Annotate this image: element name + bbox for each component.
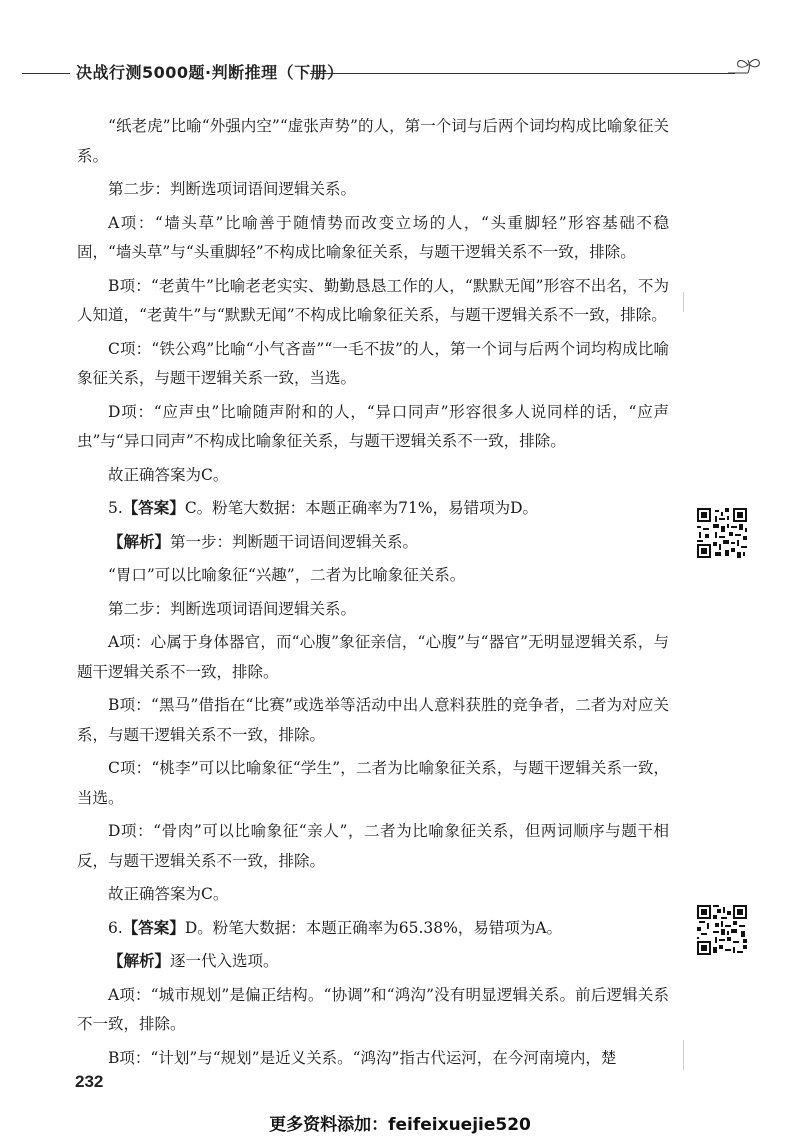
qr-code-icon[interactable] <box>697 508 747 558</box>
sprout-icon <box>728 56 762 84</box>
paragraph: B项：“老黄牛”比喻老老实实、勤勤恳恳工作的人，“默默无闻”形容不出名，不为人知道，“老黄牛”与“默默无闻”不构成比喻象征关系，与题干逻辑关系不一致，排除。 <box>77 276 669 324</box>
footer-note: 更多资料添加：feifeixuejie520 <box>269 1115 531 1135</box>
page-content <box>77 112 669 1077</box>
header-title: 决战行测5000题·判断推理（下册） <box>76 63 344 82</box>
paragraph: “纸老虎”比喻“外强内空”“虚张声势”的人，第一个词与后两个词均构成比喻象征关系。 <box>77 117 669 165</box>
header-rule-right <box>310 73 735 74</box>
q6-analysis-line <box>77 947 669 977</box>
paragraph: C项：“铁公鸡”比喻“小气吝啬”“一毛不拔”的人，第一个词与后两个词均构成比喻象征关系，与题干逻辑关系一致，当选。 <box>77 339 669 387</box>
q5-answer-label: 【答案】 <box>122 499 185 517</box>
paragraph: D项：“应声虫”比喻随声附和的人，“异口同声”形容很多人说同样的话，“应声虫”与“异口同声”不构成比喻象征关系，与题干逻辑关系不一致，排除。 <box>77 402 669 450</box>
paragraph: 第二步：判断选项词语间逻辑关系。 <box>108 599 357 618</box>
running-header <box>0 56 800 96</box>
q5-number: 5. <box>108 499 123 517</box>
q6-answer-line <box>77 914 669 944</box>
paragraph: 第二步：判断选项词语间逻辑关系。 <box>108 180 357 198</box>
q6-number: 6. <box>108 918 123 937</box>
paragraph: 故正确答案为C。 <box>108 885 229 903</box>
paragraph: C项：“桃李”可以比喻象征“学生”，二者为比喻象征关系，与题干逻辑关系一致，当选。 <box>77 759 669 807</box>
paragraph: A项：心属于身体器官，而“心腹”象征亲信，“心腹”与“器官”无明显逻辑关系，与题干逻辑关系不一致，排除。 <box>77 633 669 681</box>
q5-answer-text: C。粉笔大数据：本题正确率为71%，易错项为D。 <box>184 499 539 517</box>
paragraph: 故正确答案为C。 <box>108 465 229 484</box>
q5-analysis-label: 【解析】 <box>108 532 171 551</box>
q6-analysis-text: 逐一代入选项。 <box>170 952 279 970</box>
q5-analysis-line <box>77 528 669 558</box>
q6-answer-text: D。粉笔大数据：本题正确率为65.38%，易错项为A。 <box>184 918 563 937</box>
q6-analysis-label: 【解析】 <box>108 952 171 970</box>
paragraph: D项：“骨肉”可以比喻象征“亲人”，二者为比喻象征关系，但两词顺序与题干相反，与题干逻辑关系不一致，排除。 <box>77 822 669 870</box>
scan-margin-mark <box>683 292 684 312</box>
paragraph: B项：“计划”与“规划”是近义关系。“鸿沟”指古代运河，在今河南境内，楚 <box>108 1048 617 1067</box>
paragraph: B项：“黑马”借指在“比赛”或选举等活动中出人意料获胜的竞争者，二者为对应关系，与题干逻辑关系不一致，排除。 <box>77 696 669 744</box>
paragraph: A项：“墙头草”比喻善于随情势而改变立场的人，“头重脚轻”形容基础不稳固，“墙头草”与“头重脚轻”不构成比喻象征关系，与题干逻辑关系不一致，排除。 <box>77 213 669 261</box>
q5-answer-line <box>77 494 669 524</box>
page-number: 232 <box>75 1072 104 1091</box>
q5-analysis-text: 第一步：判断题干词语间逻辑关系。 <box>170 532 419 551</box>
header-rule-left <box>22 73 70 74</box>
scan-margin-mark <box>683 1040 684 1070</box>
q6-answer-label: 【答案】 <box>122 918 185 937</box>
paragraph: A项：“城市规划”是偏正结构。“协调”和“鸿沟”没有明显逻辑关系。前后逻辑关系不一致，排除。 <box>77 985 669 1033</box>
paragraph: “胃口”可以比喻象征“兴趣”，二者为比喻象征关系。 <box>108 566 466 584</box>
qr-code-icon[interactable] <box>697 905 747 955</box>
